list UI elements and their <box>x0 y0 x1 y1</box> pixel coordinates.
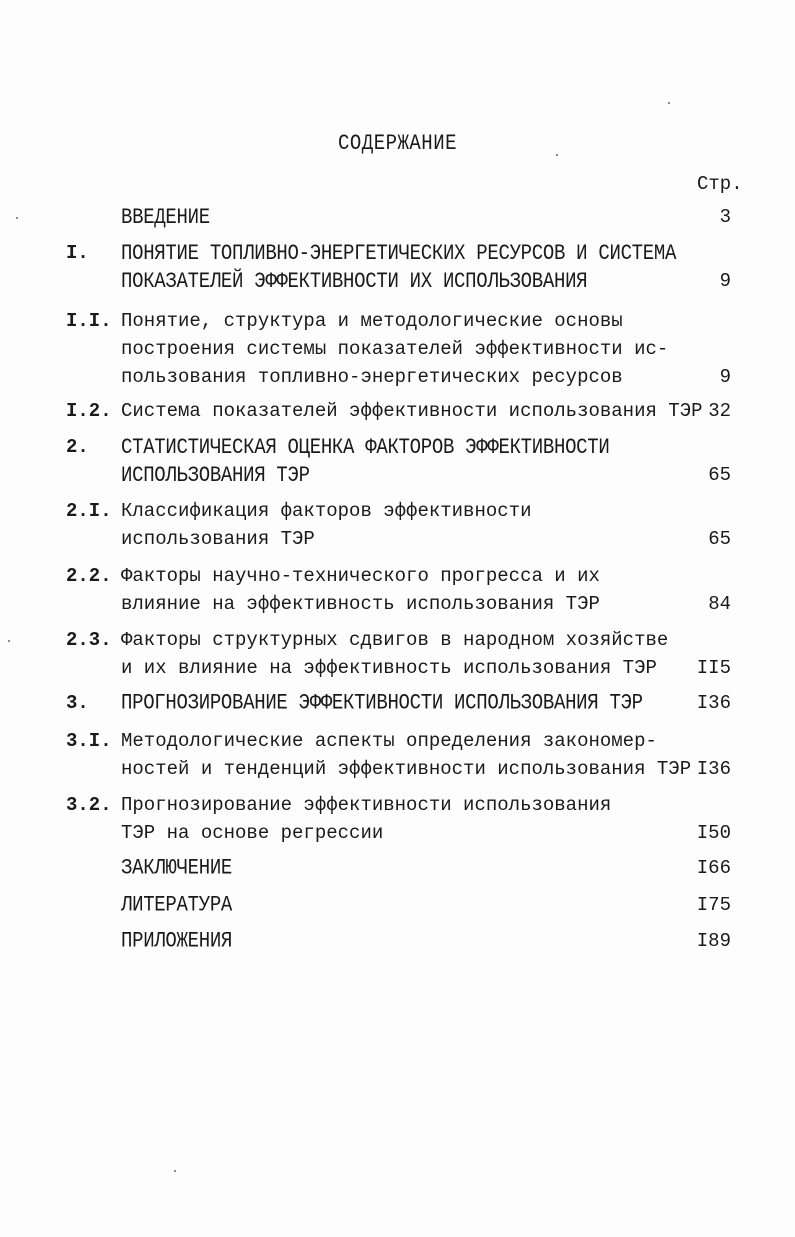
section-title-line: построения системы показателей эффективности ис- <box>121 338 669 360</box>
section-title-line: Классификация факторов эффективности <box>121 500 532 522</box>
section-number: I.I. <box>66 310 112 332</box>
section-number: 3. <box>66 692 89 714</box>
page-number: 3 <box>719 206 731 228</box>
section-title-line: Система показателей эффективности использования ТЭР <box>121 400 703 422</box>
section-title-line: ностей и тенденций эффективности использования ТЭР <box>121 758 692 780</box>
section-title-line: ЛИТЕРАТУРА <box>121 892 233 918</box>
page-number: I36 <box>696 758 731 780</box>
section-number: 3.I. <box>66 730 112 752</box>
section-title-line: использования ТЭР <box>121 528 315 550</box>
scan-speck <box>174 1170 176 1172</box>
page-number: 84 <box>708 593 731 615</box>
section-title-line: ПРОГНОЗИРОВАНИЕ ЭФФЕКТИВНОСТИ ИСПОЛЬЗОВАНИЯ ТЭР <box>121 690 643 716</box>
section-number: I.2. <box>66 400 112 422</box>
section-title-line: Понятие, структура и методологические основы <box>121 310 623 332</box>
page-number: I50 <box>696 822 731 844</box>
page-title: СОДЕРЖАНИЕ <box>337 130 458 156</box>
section-title-line: Прогнозирование эффективности использования <box>121 794 612 816</box>
section-number: 2.I. <box>66 500 112 522</box>
page-column-label: Стр. <box>697 173 743 195</box>
section-title-line: СТАТИСТИЧЕСКАЯ ОЦЕНКА ФАКТОРОВ ЭФФЕКТИВНОСТИ <box>121 434 610 460</box>
page-number: I66 <box>696 857 731 879</box>
section-title-line: пользования топливно-энергетических ресурсов <box>121 366 623 388</box>
section-number: 3.2. <box>66 794 112 816</box>
scan-speck <box>16 217 18 219</box>
section-title-line: влияние на эффективность использования ТЭР <box>121 593 600 615</box>
section-title-line: ПРИЛОЖЕНИЯ <box>121 928 233 954</box>
page-number: 65 <box>708 464 731 486</box>
page-number: I36 <box>696 692 731 714</box>
section-title-line: Методологические аспекты определения закономер- <box>121 730 657 752</box>
scan-speck <box>668 102 670 104</box>
page-number: I75 <box>696 894 731 916</box>
page-number: II5 <box>696 657 731 679</box>
section-title-line: Факторы научно-технического прогресса и их <box>121 565 600 587</box>
section-title-line: ТЭР на основе регрессии <box>121 822 384 844</box>
page-number: 9 <box>719 366 731 388</box>
section-number: I. <box>66 242 89 264</box>
section-title-line: ЗАКЛЮЧЕНИЕ <box>121 855 233 881</box>
section-number: 2.2. <box>66 565 112 587</box>
page-number: 32 <box>708 400 731 422</box>
scan-speck <box>556 154 558 156</box>
section-title-line: и их влияние на эффективность использования ТЭР <box>121 657 657 679</box>
section-title-line: Факторы структурных сдвигов в народном хозяйстве <box>121 629 669 651</box>
page-number: I89 <box>696 930 731 952</box>
section-number: 2.3. <box>66 629 112 651</box>
section-title-line: ИСПОЛЬЗОВАНИЯ ТЭР <box>121 462 310 488</box>
section-title-line: ВВЕДЕНИЕ <box>121 204 210 230</box>
page-number: 65 <box>708 528 731 550</box>
scan-speck <box>8 640 10 642</box>
section-title-line: ПОНЯТИЕ ТОПЛИВНО-ЭНЕРГЕТИЧЕСКИХ РЕСУРСОВ И СИСТЕМА <box>121 240 677 266</box>
section-title-line: ПОКАЗАТЕЛЕЙ ЭФФЕКТИВНОСТИ ИХ ИСПОЛЬЗОВАНИЯ <box>121 268 588 294</box>
page-number: 9 <box>719 270 731 292</box>
section-number: 2. <box>66 436 89 458</box>
